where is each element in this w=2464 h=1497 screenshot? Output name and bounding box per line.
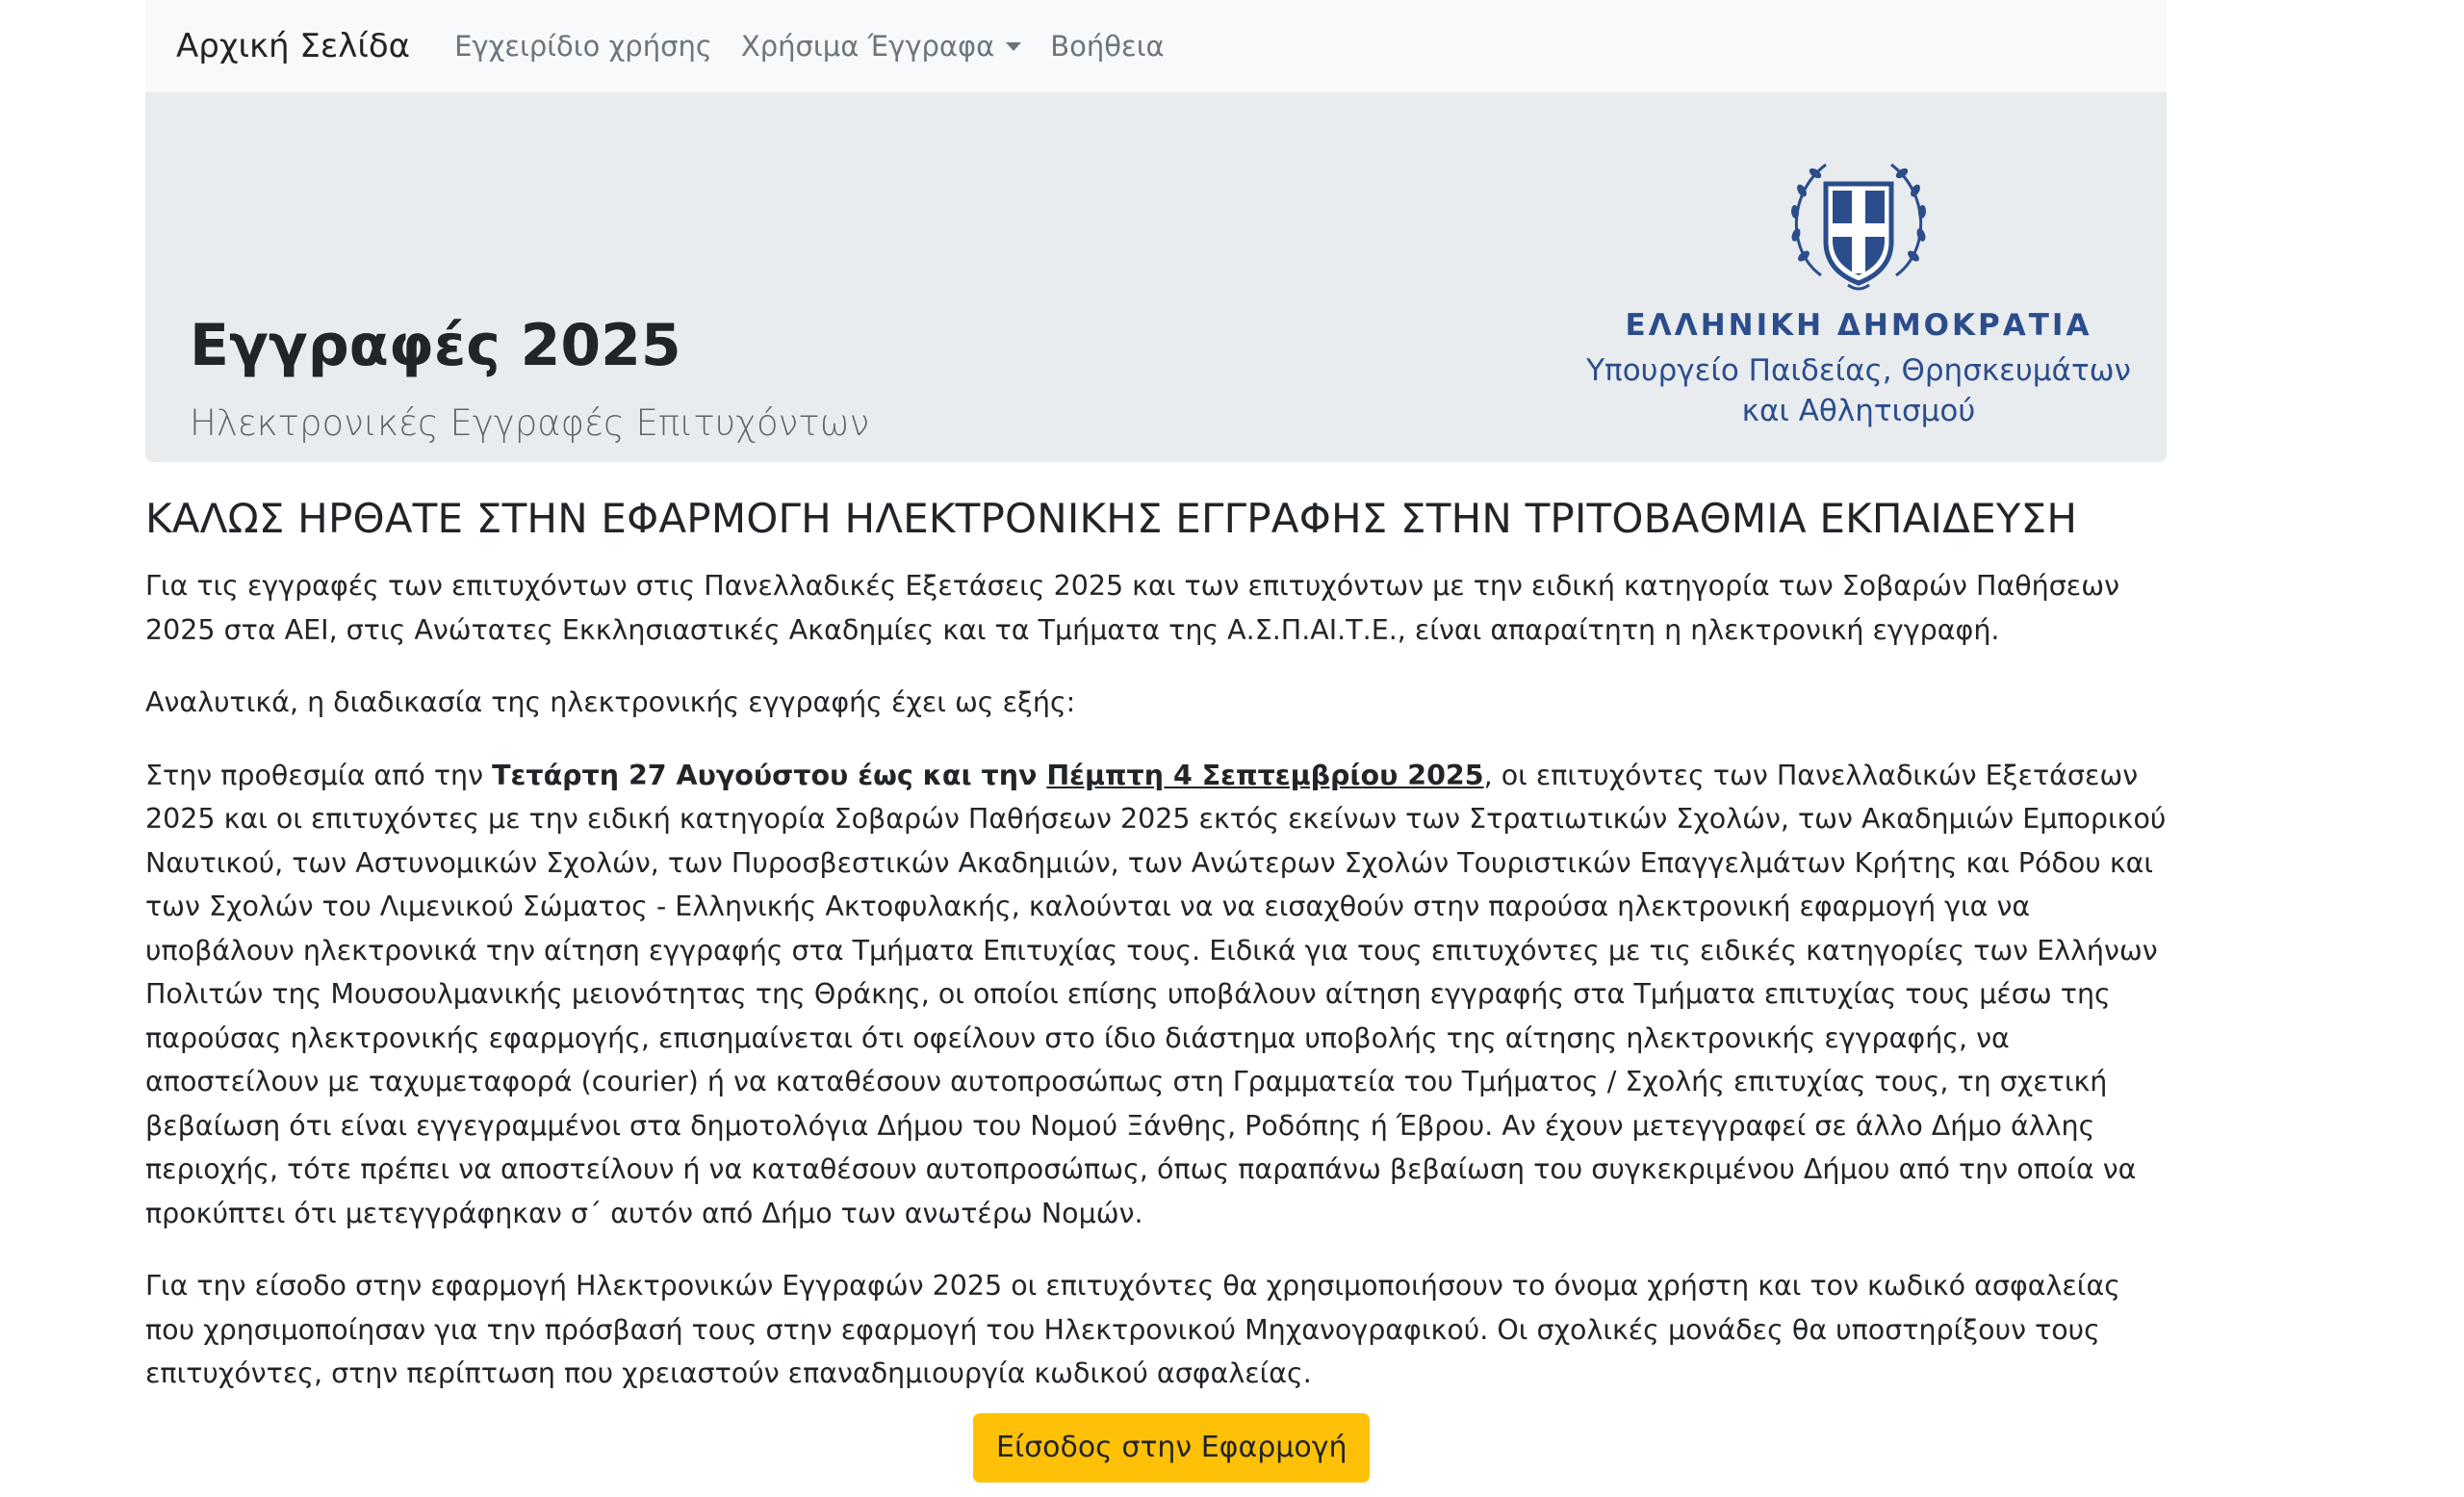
welcome-heading: ΚΑΛΩΣ ΗΡΘΑΤΕ ΣΤΗΝ ΕΦΑΡΜΟΓΗ ΗΛΕΚΤΡΟΝΙΚΗΣ ΕΓΓΡΑΦΗΣ ΣΤΗΝ ΤΡΙΤΟΒΑΘΜΙΑ ΕΚΠΑΙΔΕΥΣΗ bbox=[145, 495, 2078, 542]
deadline-details: , οι επιτυχόντες των Πανελλαδικών Εξετάσεων 2025 και οι επιτυχόντες με την ειδική κατηγορία Σοβαρών Παθήσεων 2025 εκτός εκείνων των Στρατιωτικών Σχολών, των Ακαδημιών Εμπορικού Ναυτικού, των Αστυνομικών Σχολών, των Πυροσβεστικών Ακαδημιών, των Ανώτερων Σχολών Τουριστικών Επαγγελμάτων Κρήτης και Ρόδου και των Σχολών του Λιμενικού Σώματος - Ελληνικής Ακτοφυλακής, καλούνται να να εισαχθούν στην παρούσα ηλεκτρονική εφαρμογή για να υποβάλουν ηλεκτρονικά την αίτηση εγγραφής στα Τμήματα Επιτυχίας τους. Ειδικά για τους επιτυχόντες με τις ειδικές κατηγορίες των Ελλήνων Πολιτών της Μουσουλμανικής μειονότητας της Θράκης, οι οποίοι επίσης υποβάλουν αίτηση εγγραφής στα Τμήματα επιτυχίας τους μέσω της παρούσας ηλεκτρονικής εφαρμογής, επισημαίνεται ότι οφείλουν στο ίδιο διάστημα υποβολής της αίτησης ηλεκτρονικής εγγραφής, να αποστείλουν με ταχυμεταφορά (courier) ή να καταθέσουν αυτοπροσώπως στη Γραμματεία του Τμήματος / Σχολής επιτυχίας τους, τη σχετική βεβαίωση ότι είναι εγγεγραμμένοι στα δημοτολόγια Δήμου του Νομού Ξάνθης, Ροδόπης ή Έβρου. Αν έχουν μετεγγραφεί σε άλλο Δήμο άλλης περιοχής, τότε πρέπει να αποστείλουν ή να καταθέσουν αυτοπροσώπως, όπως παραπάνω βεβαίωση του συγκεκριμένου Δήμου από την οποία να προκύπτει ότι μετεγγράφηκαν σ΄ αυτόν από Δήμο των ανωτέρω Νομών. bbox=[145, 759, 2167, 1229]
logo-ministry-line-a: Υπουργείο Παιδείας, Θρησκευμάτων bbox=[1586, 353, 2131, 388]
page-title: Εγγραφές 2025 bbox=[190, 312, 681, 379]
nav-dropdown-documents[interactable] bbox=[741, 30, 1021, 63]
logo-line-republic: ΕΛΛΗΝΙΚΗ ΔΗΜΟΚΡΑΤΙΑ bbox=[1625, 308, 2092, 343]
nav-link-help[interactable]: Βοήθεια bbox=[1050, 30, 1165, 63]
coat-of-arms-icon bbox=[1783, 150, 1935, 295]
chevron-down-icon bbox=[1006, 42, 1021, 51]
logo-ministry-line-b: και Αθλητισμού bbox=[1741, 394, 1976, 428]
enter-application-button[interactable]: Είσοδος στην Εφαρμογή bbox=[973, 1413, 1370, 1483]
login-paragraph: Για την είσοδο στην εφαρμογή Ηλεκτρονικών Εγγραφών 2025 οι επιτυχόντες θα χρησιμοποιήσουν το όνομα χρήστη και τον κωδικό ασφαλείας που χρησιμοποίησαν για την πρόσβασή τους στην εφαρμογή του Ηλεκτρονικού Μηχανογραφικού. Οι σχολικές μονάδες θα υποστηρίξουν τους επιτυχόντες, στην περίπτωση που χρειαστούν επαναδημιουργία κωδικού ασφαλείας. bbox=[145, 1270, 2120, 1389]
navbar bbox=[145, 0, 2167, 92]
jumbotron bbox=[145, 92, 2167, 462]
main-content bbox=[145, 485, 2167, 1464]
deadline-prefix: Στην προθεσμία από την bbox=[145, 759, 493, 791]
home-link[interactable]: Αρχική Σελίδα bbox=[176, 27, 411, 65]
deadline-end: Πέμπτη 4 Σεπτεμβρίου 2025 bbox=[1046, 759, 1484, 791]
page-subtitle: Ηλεκτρονικές Εγγραφές Επιτυχόντων bbox=[190, 402, 870, 444]
nav-dropdown-label: Χρήσιμα Έγγραφα bbox=[740, 30, 995, 63]
deadline-start: Τετάρτη 27 Αυγούστου έως και την bbox=[492, 759, 1047, 791]
ministry-logo bbox=[1531, 150, 2186, 431]
logo-line-ministry bbox=[1531, 350, 2186, 431]
page-container bbox=[145, 0, 2167, 1464]
deadline-paragraph bbox=[145, 754, 2167, 1236]
process-paragraph: Αναλυτικά, η διαδικασία της ηλεκτρονικής εγγραφής έχει ως εξής: bbox=[145, 686, 1076, 718]
nav-link-manual[interactable]: Εγχειρίδιο χρήσης bbox=[454, 30, 712, 63]
intro-paragraph: Για τις εγγραφές των επιτυχόντων στις Πανελλαδικές Εξετάσεις 2025 και των επιτυχόντων με την ειδική κατηγορία των Σοβαρών Παθήσεων 2025 στα ΑΕΙ, στις Ανώτατες Εκκλησιαστικές Ακαδημίες και τα Τμήματα της Α.Σ.Π.ΑΙ.Τ.Ε., είναι απαραίτητη η ηλεκτρονική εγγραφή. bbox=[145, 570, 2119, 646]
